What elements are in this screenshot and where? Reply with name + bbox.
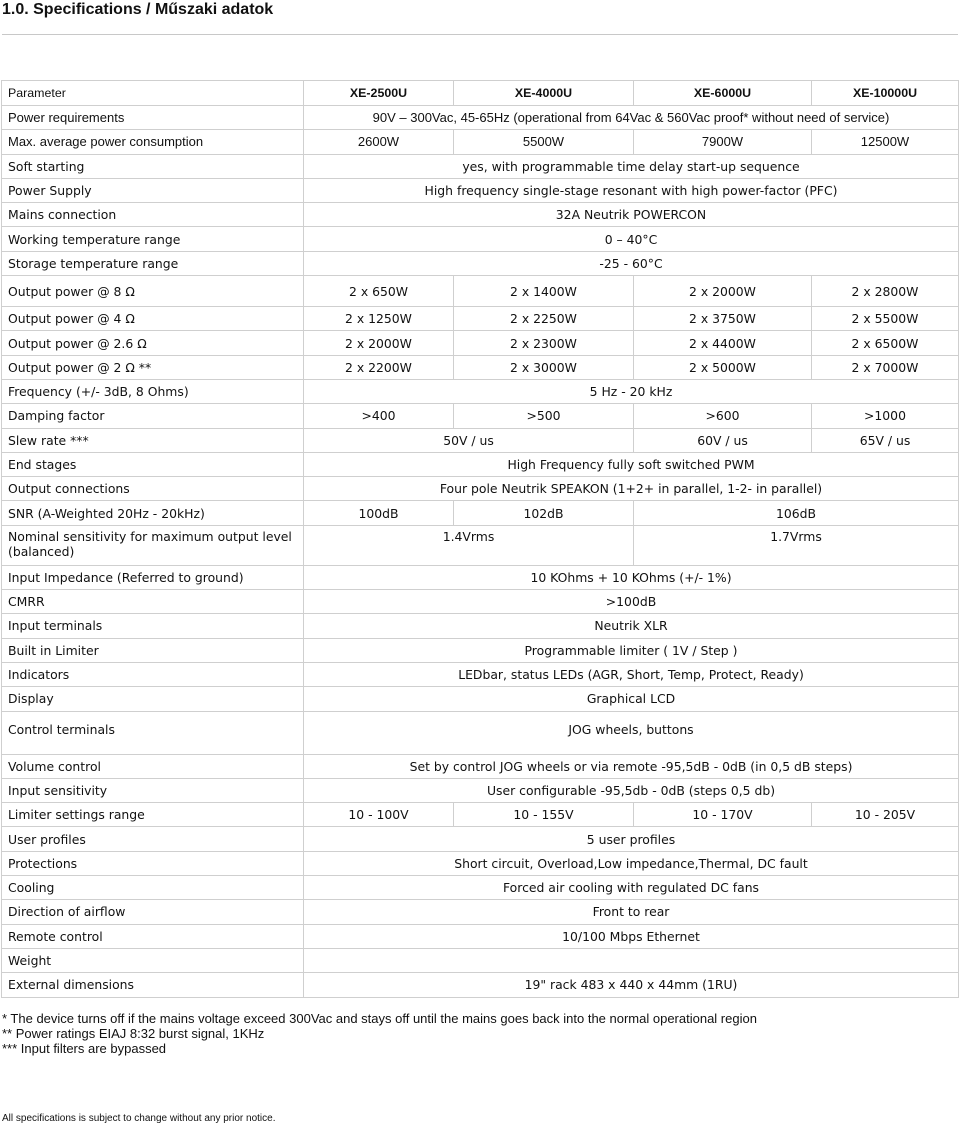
table-row xyxy=(2,130,959,154)
row-label: Slew rate *** xyxy=(2,428,304,452)
row-label: Max. average power consumption xyxy=(2,130,304,154)
table-row xyxy=(2,355,959,379)
model-header-xe6000u: XE-6000U xyxy=(634,81,812,106)
row-value: 106dB xyxy=(634,501,959,525)
row-value: JOG wheels, buttons xyxy=(304,711,959,754)
table-row xyxy=(2,203,959,227)
row-label: End stages xyxy=(2,452,304,476)
disclaimer: All specifications is subject to change without any prior notice. xyxy=(2,1113,276,1124)
footnote-power-ratings: ** Power ratings EIAJ 8:32 burst signal, 1KHz xyxy=(2,1026,265,1041)
row-label: Mains connection xyxy=(2,203,304,227)
model-header-xe4000u: XE-4000U xyxy=(454,81,634,106)
row-value: 5 user profiles xyxy=(304,827,959,851)
table-row xyxy=(2,948,959,972)
row-value: 0 – 40°C xyxy=(304,227,959,251)
row-label: Input sensitivity xyxy=(2,778,304,802)
row-value: Four pole Neutrik SPEAKON (1+2+ in parallel, 1-2- in parallel) xyxy=(304,477,959,501)
table-row xyxy=(2,452,959,476)
row-value: High Frequency fully soft switched PWM xyxy=(304,452,959,476)
table-row xyxy=(2,851,959,875)
row-value: 60V / us xyxy=(634,428,812,452)
row-label: Direction of airflow xyxy=(2,900,304,924)
model-header-xe2500u: XE-2500U xyxy=(304,81,454,106)
table-row xyxy=(2,687,959,711)
table-row xyxy=(2,711,959,754)
row-label: Volume control xyxy=(2,754,304,778)
row-label: Cooling xyxy=(2,876,304,900)
row-value: 12500W xyxy=(812,130,959,154)
row-value: 2 x 2200W xyxy=(304,355,454,379)
row-value: yes, with programmable time delay start-up sequence xyxy=(304,154,959,178)
row-value: 2 x 2000W xyxy=(634,276,812,307)
footnote-mains: * The device turns off if the mains voltage exceed 300Vac and stays off until the mains goes back into the normal operational region xyxy=(2,1011,757,1026)
table-row xyxy=(2,754,959,778)
specifications-table xyxy=(1,80,959,998)
row-value: 10 KOhms + 10 KOhms (+/- 1%) xyxy=(304,565,959,589)
row-label: Control terminals xyxy=(2,711,304,754)
row-value: 2 x 7000W xyxy=(812,355,959,379)
parameter-header: Parameter xyxy=(2,81,304,106)
page-title: 1.0. Specifications / Műszaki adatok xyxy=(2,1,274,18)
row-label: Power Supply xyxy=(2,178,304,202)
row-label: Storage temperature range xyxy=(2,251,304,275)
footnotes xyxy=(2,1011,757,1056)
table-row xyxy=(2,614,959,638)
table-row xyxy=(2,662,959,686)
row-value: 90V – 300Vac, 45-65Hz (operational from 64Vac & 560Vac proof* without need of service) xyxy=(304,106,959,130)
footnote-input-filters: *** Input filters are bypassed xyxy=(2,1041,167,1056)
row-value: 50V / us xyxy=(304,428,634,452)
row-label: Input terminals xyxy=(2,614,304,638)
table-header-row xyxy=(2,81,959,106)
row-label: Limiter settings range xyxy=(2,803,304,827)
row-value: 10 - 100V xyxy=(304,803,454,827)
row-value: 5500W xyxy=(454,130,634,154)
table-row xyxy=(2,900,959,924)
row-value: >400 xyxy=(304,404,454,428)
row-value: 65V / us xyxy=(812,428,959,452)
row-value: 10 - 170V xyxy=(634,803,812,827)
row-label: Indicators xyxy=(2,662,304,686)
row-value: 2 x 5000W xyxy=(634,355,812,379)
table-row xyxy=(2,827,959,851)
row-value: 102dB xyxy=(454,501,634,525)
row-label: Soft starting xyxy=(2,154,304,178)
row-value: Programmable limiter ( 1V / Step ) xyxy=(304,638,959,662)
row-label: Nominal sensitivity for maximum output level (balanced) xyxy=(2,525,304,565)
table-row xyxy=(2,404,959,428)
row-value: 2 x 1250W xyxy=(304,307,454,331)
row-value: 5 Hz - 20 kHz xyxy=(304,379,959,403)
table-row xyxy=(2,477,959,501)
row-value: 2600W xyxy=(304,130,454,154)
table-row xyxy=(2,803,959,827)
row-label: Weight xyxy=(2,948,304,972)
row-label: Remote control xyxy=(2,924,304,948)
row-value: 100dB xyxy=(304,501,454,525)
row-value: 2 x 4400W xyxy=(634,331,812,355)
row-label: External dimensions xyxy=(2,973,304,997)
row-label: SNR (A-Weighted 20Hz - 20kHz) xyxy=(2,501,304,525)
table-row xyxy=(2,525,959,565)
table-row xyxy=(2,379,959,403)
row-label: Output power @ 4 Ω xyxy=(2,307,304,331)
row-value: Front to rear xyxy=(304,900,959,924)
row-value: 19" rack 483 x 440 x 44mm (1RU) xyxy=(304,973,959,997)
table-row xyxy=(2,428,959,452)
table-row xyxy=(2,778,959,802)
table-row xyxy=(2,331,959,355)
table-row xyxy=(2,276,959,307)
row-label: Damping factor xyxy=(2,404,304,428)
row-value: 1.7Vrms xyxy=(634,525,959,565)
row-label: Protections xyxy=(2,851,304,875)
row-label: User profiles xyxy=(2,827,304,851)
table-row xyxy=(2,178,959,202)
row-label: Output power @ 2.6 Ω xyxy=(2,331,304,355)
row-value: 2 x 1400W xyxy=(454,276,634,307)
row-value: 2 x 2000W xyxy=(304,331,454,355)
row-value: 2 x 2300W xyxy=(454,331,634,355)
row-label: Output power @ 8 Ω xyxy=(2,276,304,307)
row-label: Display xyxy=(2,687,304,711)
row-value: User configurable -95,5db - 0dB (steps 0,5 db) xyxy=(304,778,959,802)
row-value: 10 - 155V xyxy=(454,803,634,827)
row-value: >1000 xyxy=(812,404,959,428)
row-label: Power requirements xyxy=(2,106,304,130)
row-value: 2 x 5500W xyxy=(812,307,959,331)
row-value: 32A Neutrik POWERCON xyxy=(304,203,959,227)
row-value: 2 x 3000W xyxy=(454,355,634,379)
row-label: Working temperature range xyxy=(2,227,304,251)
row-value: Forced air cooling with regulated DC fans xyxy=(304,876,959,900)
row-label: Input Impedance (Referred to ground) xyxy=(2,565,304,589)
row-value: 1.4Vrms xyxy=(304,525,634,565)
row-value: High frequency single-stage resonant with high power-factor (PFC) xyxy=(304,178,959,202)
table-row xyxy=(2,251,959,275)
title-divider xyxy=(2,34,958,35)
table-row xyxy=(2,227,959,251)
table-row xyxy=(2,638,959,662)
row-value: 2 x 6500W xyxy=(812,331,959,355)
table-row xyxy=(2,876,959,900)
row-value: 7900W xyxy=(634,130,812,154)
table-row xyxy=(2,106,959,130)
row-value: LEDbar, status LEDs (AGR, Short, Temp, Protect, Ready) xyxy=(304,662,959,686)
table-row xyxy=(2,154,959,178)
row-label: CMRR xyxy=(2,590,304,614)
row-value: >100dB xyxy=(304,590,959,614)
row-label: Frequency (+/- 3dB, 8 Ohms) xyxy=(2,379,304,403)
row-label: Output connections xyxy=(2,477,304,501)
row-value: Neutrik XLR xyxy=(304,614,959,638)
table-row xyxy=(2,973,959,997)
row-value: >500 xyxy=(454,404,634,428)
row-value: 2 x 2800W xyxy=(812,276,959,307)
row-value: 2 x 3750W xyxy=(634,307,812,331)
row-value: -25 - 60°C xyxy=(304,251,959,275)
table-row xyxy=(2,307,959,331)
row-label: Output power @ 2 Ω ** xyxy=(2,355,304,379)
row-value: Short circuit, Overload,Low impedance,Thermal, DC fault xyxy=(304,851,959,875)
row-value: 10/100 Mbps Ethernet xyxy=(304,924,959,948)
row-value: 2 x 650W xyxy=(304,276,454,307)
row-value: Set by control JOG wheels or via remote -95,5dB - 0dB (in 0,5 dB steps) xyxy=(304,754,959,778)
table-row xyxy=(2,501,959,525)
row-value xyxy=(304,948,959,972)
row-label: Built in Limiter xyxy=(2,638,304,662)
table-row xyxy=(2,590,959,614)
row-value: 10 - 205V xyxy=(812,803,959,827)
table-row xyxy=(2,924,959,948)
model-header-xe10000u: XE-10000U xyxy=(812,81,959,106)
row-value: >600 xyxy=(634,404,812,428)
row-value: Graphical LCD xyxy=(304,687,959,711)
table-row xyxy=(2,565,959,589)
row-value: 2 x 2250W xyxy=(454,307,634,331)
